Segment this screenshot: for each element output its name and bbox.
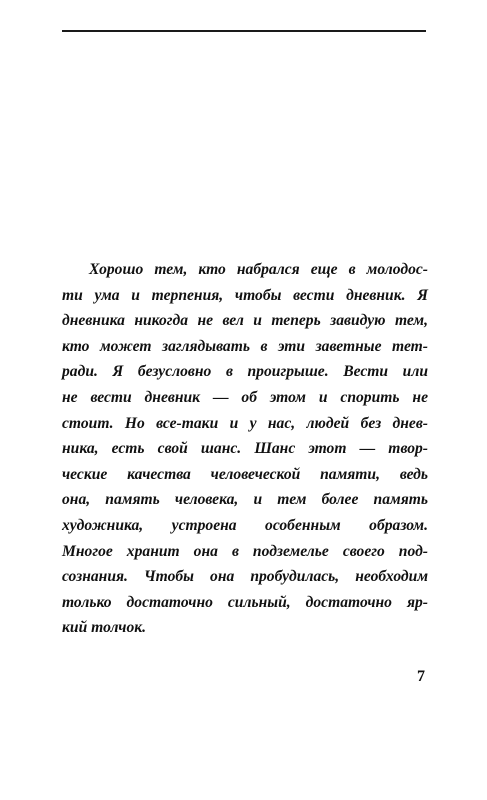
text-line: Хорошо тем, кто набрался еще в молодос-	[89, 261, 428, 278]
text-line: дневника никогда не вел и теперь завидую тем,	[62, 312, 428, 330]
text-line: она, память человека, и тем более память	[62, 491, 428, 509]
text-line: ческие качества человеческой памяти, ведь	[62, 465, 428, 483]
text-line: стоит. Но все-таки и у нас, людей без днев-	[62, 414, 428, 432]
page-number: 7	[417, 668, 425, 685]
top-rule	[62, 30, 426, 32]
text-line: сознания. Чтобы она пробудилась, необходим	[62, 568, 428, 586]
text-line: кто может заглядывать в эти заветные тет-	[62, 337, 428, 355]
text-line: только достаточно сильный, достаточно яр-	[62, 593, 428, 611]
text-line: ника, есть свой шанс. Шанс этот — твор-	[62, 440, 428, 458]
text-line: ти ума и терпения, чтобы вести дневник. Я	[62, 286, 428, 304]
text-line: Многое хранит она в подземелье своего под-	[62, 542, 428, 560]
text-line: ради. Я безусловно в проигрыше. Вести или	[62, 363, 428, 381]
paragraph	[62, 257, 428, 641]
text-line: не вести дневник — об этом и спорить не	[62, 388, 428, 406]
text-line: кий толчок.	[62, 619, 147, 637]
text-line: художника, устроена особенным образом.	[62, 516, 428, 534]
